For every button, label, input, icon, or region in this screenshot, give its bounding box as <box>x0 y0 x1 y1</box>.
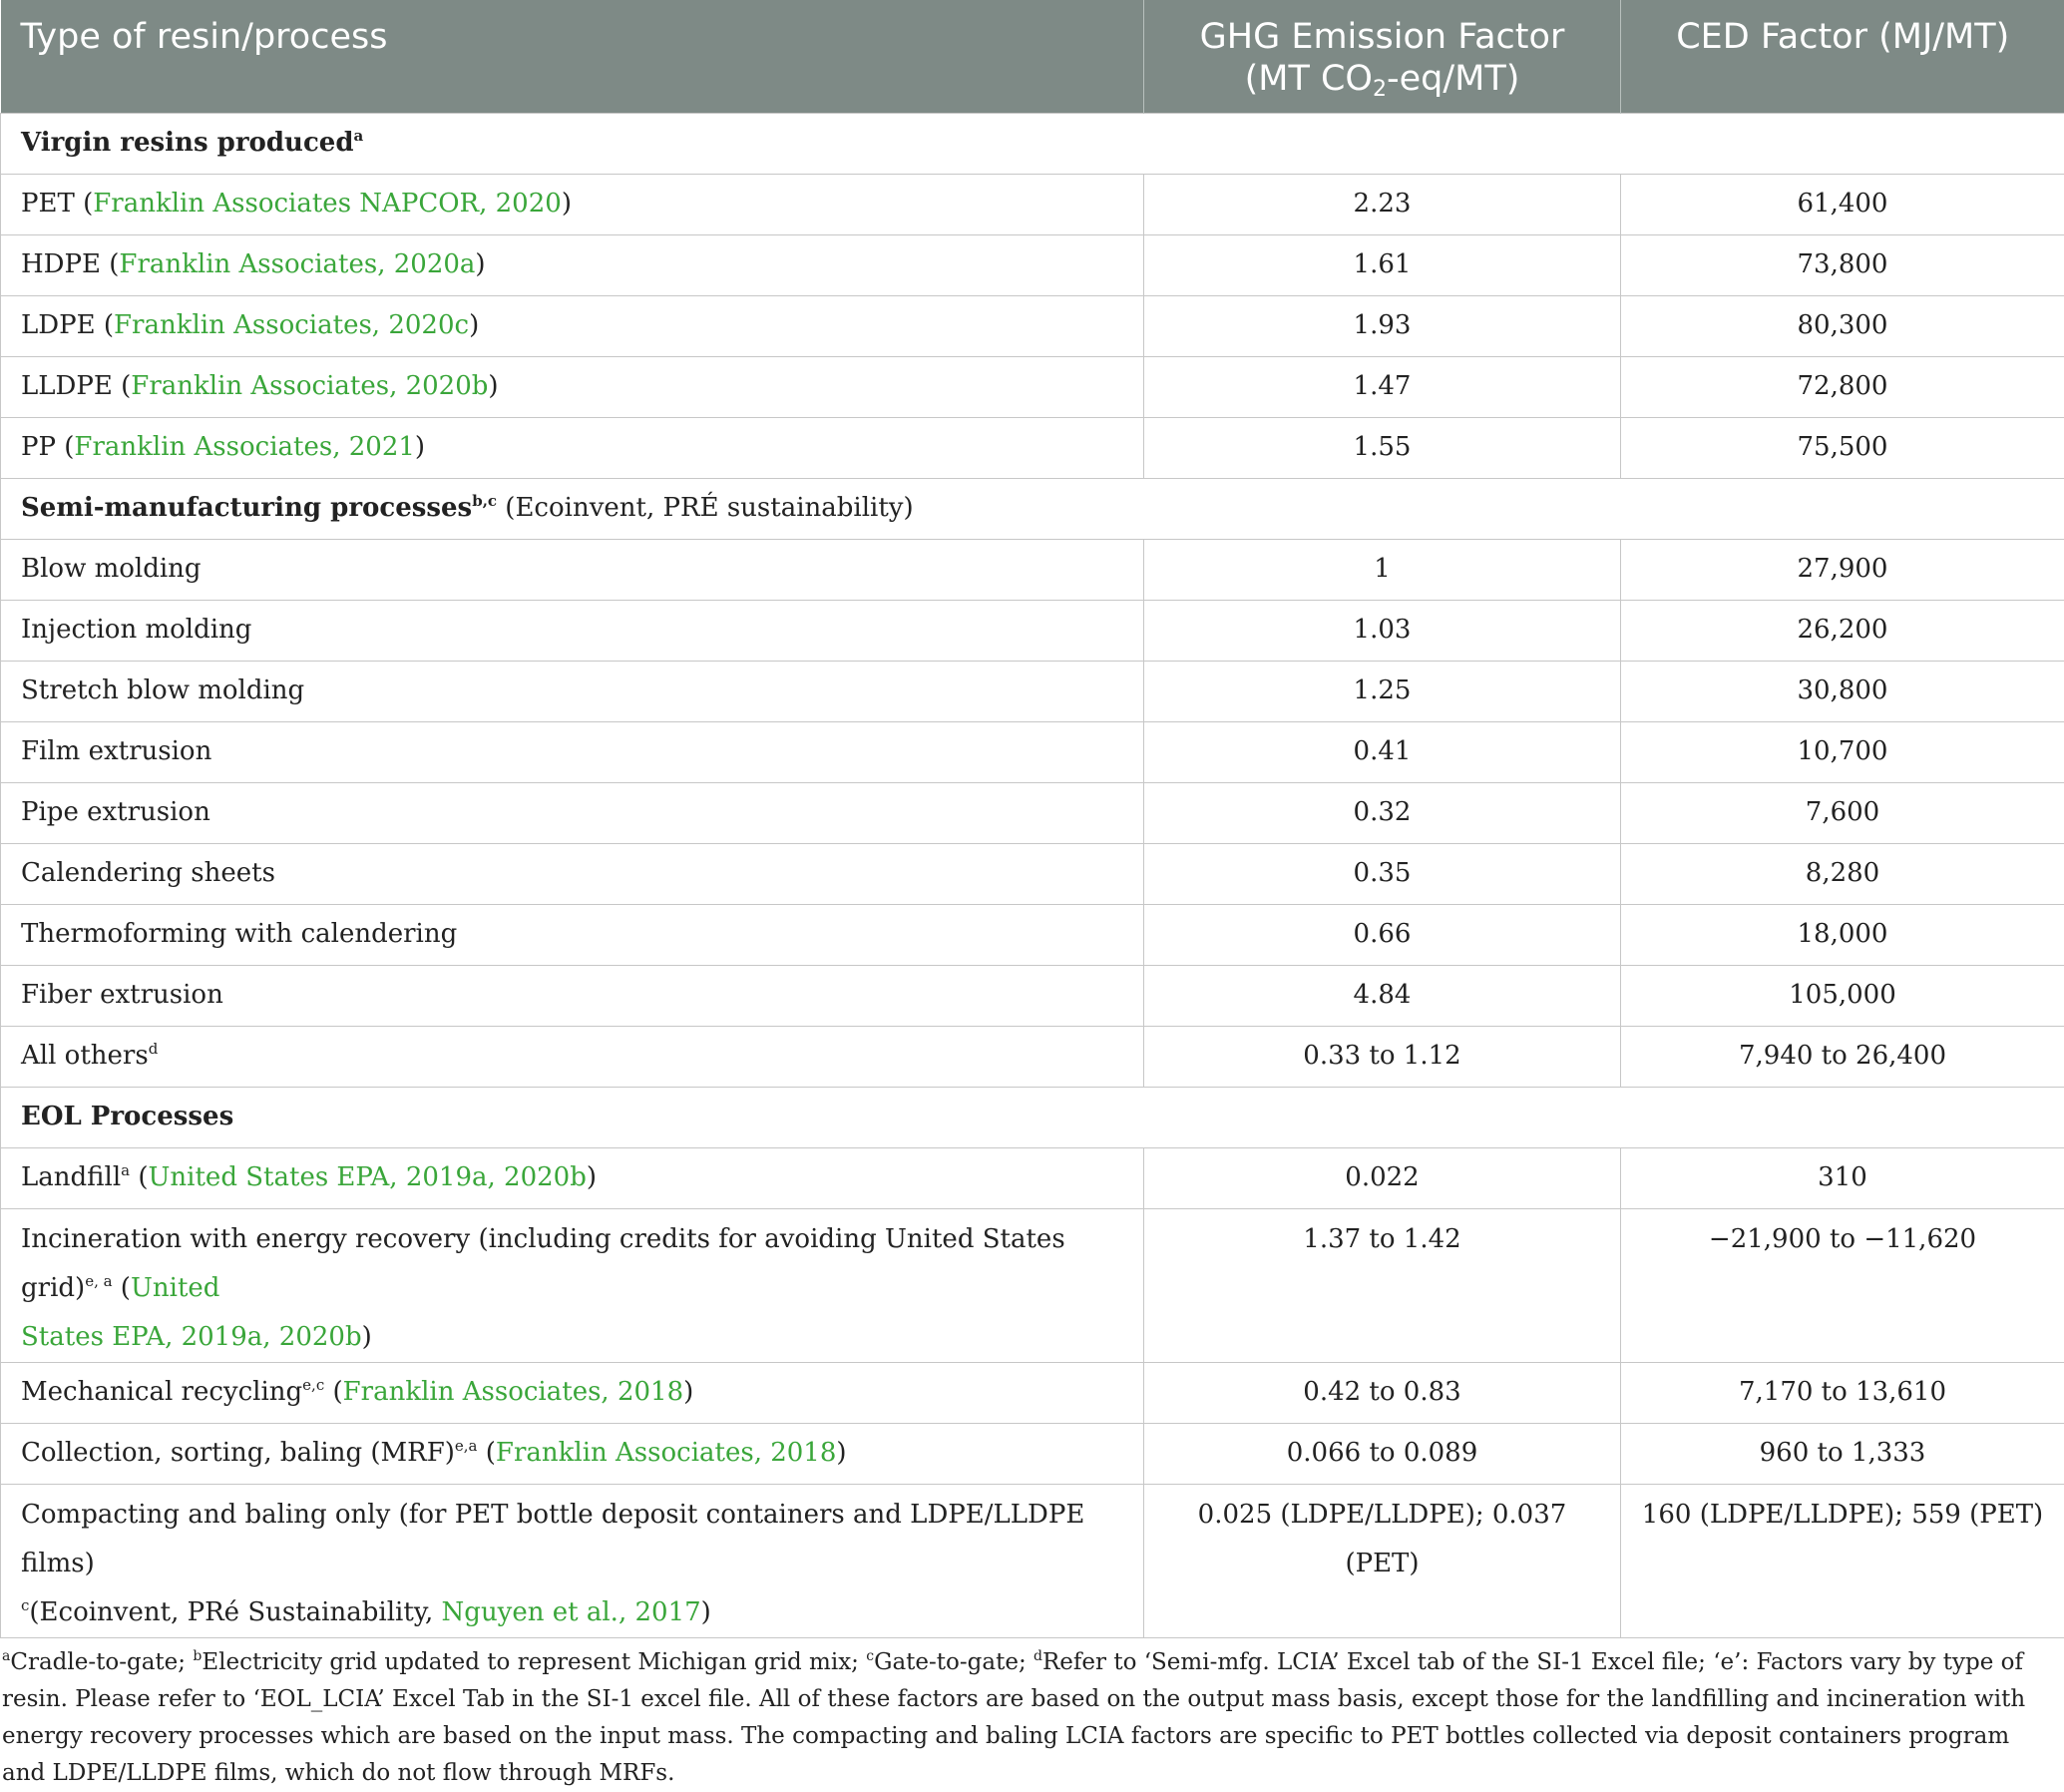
citation-link[interactable]: States EPA, 2019a, 2020b <box>21 1322 362 1352</box>
table-row <box>1 782 2064 843</box>
table-row <box>1 1026 2064 1087</box>
ced-value: 18,000 <box>1621 904 2064 965</box>
ghg-value: 0.66 <box>1144 904 1621 965</box>
ghg-value: 0.025 (LDPE/LLDPE); 0.037 (PET) <box>1144 1484 1621 1637</box>
ghg-value: 0.42 to 0.83 <box>1144 1362 1621 1423</box>
ced-value: −21,900 to −11,620 <box>1621 1208 2064 1362</box>
ghg-value: 2.23 <box>1144 174 1621 234</box>
table-row <box>1 1147 2064 1208</box>
row-label: LDPE (Franklin Associates, 2020c) <box>1 295 1144 356</box>
row-label: Stretch blow molding <box>1 661 1144 721</box>
header-ghg-unit-post: -eq/MT) <box>1387 59 1519 99</box>
table-row <box>1 356 2064 417</box>
row-label: PP (Franklin Associates, 2021) <box>1 417 1144 478</box>
ced-value: 27,900 <box>1621 539 2064 600</box>
ghg-value: 1.61 <box>1144 234 1621 295</box>
header-ghg-unit-pre: (MT CO <box>1245 59 1373 99</box>
section-semi: Semi-manufacturing processes$^{b,c}$ (Ecoinvent, PRÉ sustainability) <box>1 478 2064 539</box>
row-label: Compacting and baling only (for PET bottle deposit containers and LDPE/LLDPE films) $^c$(Ecoinvent, PRé Sustainability, Nguyen et al., 2017) <box>1 1484 1144 1637</box>
ced-value: 7,940 to 26,400 <box>1621 1026 2064 1087</box>
ced-value: 7,170 to 13,610 <box>1621 1362 2064 1423</box>
ghg-value: 1.93 <box>1144 295 1621 356</box>
ced-value: 7,600 <box>1621 782 2064 843</box>
table-row <box>1 1423 2064 1484</box>
table-row <box>1 904 2064 965</box>
citation-link[interactable]: Franklin Associates, 2018 <box>496 1438 836 1468</box>
ced-value: 61,400 <box>1621 174 2064 234</box>
table-row <box>1 843 2064 904</box>
row-label: HDPE (Franklin Associates, 2020a) <box>1 234 1144 295</box>
citation-link[interactable]: Franklin Associates, 2020c <box>114 310 469 340</box>
ghg-value: 1.47 <box>1144 356 1621 417</box>
table-row <box>1 965 2064 1026</box>
table-row <box>1 1208 2064 1362</box>
table-header <box>1 0 2064 113</box>
section-eol: EOL Processes <box>1 1087 2064 1147</box>
ced-value: 160 (LDPE/LLDPE); 559 (PET) <box>1621 1484 2064 1637</box>
row-label: Thermoforming with calendering <box>1 904 1144 965</box>
ced-value: 30,800 <box>1621 661 2064 721</box>
table-body <box>1 113 2064 1637</box>
ghg-value: 1.25 <box>1144 661 1621 721</box>
header-resin-process: Type of resin/process <box>1 0 1144 113</box>
row-label: Collection, sorting, baling (MRF)$^{e,a}$ (Franklin Associates, 2018) <box>1 1423 1144 1484</box>
ghg-value: 0.32 <box>1144 782 1621 843</box>
ghg-value: 0.33 to 1.12 <box>1144 1026 1621 1087</box>
table-row <box>1 417 2064 478</box>
ced-value: 72,800 <box>1621 356 2064 417</box>
citation-link[interactable]: Franklin Associates, 2020a <box>119 249 475 279</box>
ghg-value: 0.022 <box>1144 1147 1621 1208</box>
ghg-value: 1 <box>1144 539 1621 600</box>
ghg-value: 1.55 <box>1144 417 1621 478</box>
table-row <box>1 721 2064 782</box>
section-row-eol <box>1 1087 2064 1147</box>
ghg-value: 4.84 <box>1144 965 1621 1026</box>
citation-link[interactable]: Nguyen et al., 2017 <box>442 1597 701 1627</box>
section-virgin: Virgin resins produced$^a$ <box>1 113 2064 174</box>
ghg-value: 1.37 to 1.42 <box>1144 1208 1621 1362</box>
row-label: Landfill$^a$ (United States EPA, 2019a, 2020b) <box>1 1147 1144 1208</box>
header-row <box>1 0 2064 113</box>
header-ced-factor: CED Factor (MJ/MT) <box>1621 0 2064 113</box>
ced-value: 960 to 1,333 <box>1621 1423 2064 1484</box>
ced-value: 10,700 <box>1621 721 2064 782</box>
ced-value: 105,000 <box>1621 965 2064 1026</box>
citation-link[interactable]: Franklin Associates, 2020b <box>131 371 488 401</box>
row-label: Mechanical recycling$^{e,c}$ (Franklin Associates, 2018) <box>1 1362 1144 1423</box>
row-label: Incineration with energy recovery (including credits for avoiding United States grid)$^{e, a}$ (United States EPA, 2019a, 2020b) <box>1 1208 1144 1362</box>
row-label: Film extrusion <box>1 721 1144 782</box>
ced-value: 310 <box>1621 1147 2064 1208</box>
citation-link[interactable]: Franklin Associates, 2018 <box>343 1377 683 1407</box>
citation-link[interactable]: United <box>131 1273 219 1303</box>
ced-value: 26,200 <box>1621 600 2064 661</box>
header-ghg-factor <box>1144 0 1621 113</box>
row-label: All others$^d$ <box>1 1026 1144 1087</box>
table-row <box>1 661 2064 721</box>
row-label: LLDPE (Franklin Associates, 2020b) <box>1 356 1144 417</box>
citation-link[interactable]: United States EPA, 2019a, 2020b <box>149 1162 587 1192</box>
row-label: Pipe extrusion <box>1 782 1144 843</box>
row-label: Injection molding <box>1 600 1144 661</box>
section-row-semi <box>1 478 2064 539</box>
ghg-value: 0.41 <box>1144 721 1621 782</box>
ced-value: 73,800 <box>1621 234 2064 295</box>
ghg-value: 0.066 to 0.089 <box>1144 1423 1621 1484</box>
table-row <box>1 1362 2064 1423</box>
section-row-virgin <box>1 113 2064 174</box>
row-label: Calendering sheets <box>1 843 1144 904</box>
table-row <box>1 600 2064 661</box>
header-ghg-unit-sub: 2 <box>1373 77 1387 102</box>
table-row <box>1 1484 2064 1637</box>
header-ghg-line1: GHG Emission Factor <box>1200 17 1565 57</box>
ced-value: 8,280 <box>1621 843 2064 904</box>
ghg-value: 0.35 <box>1144 843 1621 904</box>
row-label: PET (Franklin Associates NAPCOR, 2020) <box>1 174 1144 234</box>
ced-value: 75,500 <box>1621 417 2064 478</box>
row-label: Blow molding <box>1 539 1144 600</box>
ghg-value: 1.03 <box>1144 600 1621 661</box>
table-row <box>1 174 2064 234</box>
ced-value: 80,300 <box>1621 295 2064 356</box>
table-row <box>1 539 2064 600</box>
table-row <box>1 295 2064 356</box>
row-label: Fiber extrusion <box>1 965 1144 1026</box>
citation-link[interactable]: Franklin Associates NAPCOR, 2020 <box>93 189 562 219</box>
table-footnote: $^a$Cradle-to-gate; $^b$Electricity grid updated to represent Michigan grid mix; $^c$Gate-to-gate; $^d$Refer to ‘Semi-mfg. LCIA’ Excel tab of the SI-1 Excel file; ‘e’: Factors vary by type of resin. Please refer to ‘EOL_LCIA’ Excel Tab in the SI-1 excel file. All of these factors are based on the output mass basis, except those for the landfilling and incineration with energy recovery processes which are based on the input mass. The compacting and baling LCIA factors are specific to PET bottles collected via deposit containers program and LDPE/LLDPE films, which do not flow through MRFs. <box>0 1638 2059 1792</box>
table-row <box>1 234 2064 295</box>
citation-link[interactable]: Franklin Associates, 2021 <box>74 432 414 462</box>
